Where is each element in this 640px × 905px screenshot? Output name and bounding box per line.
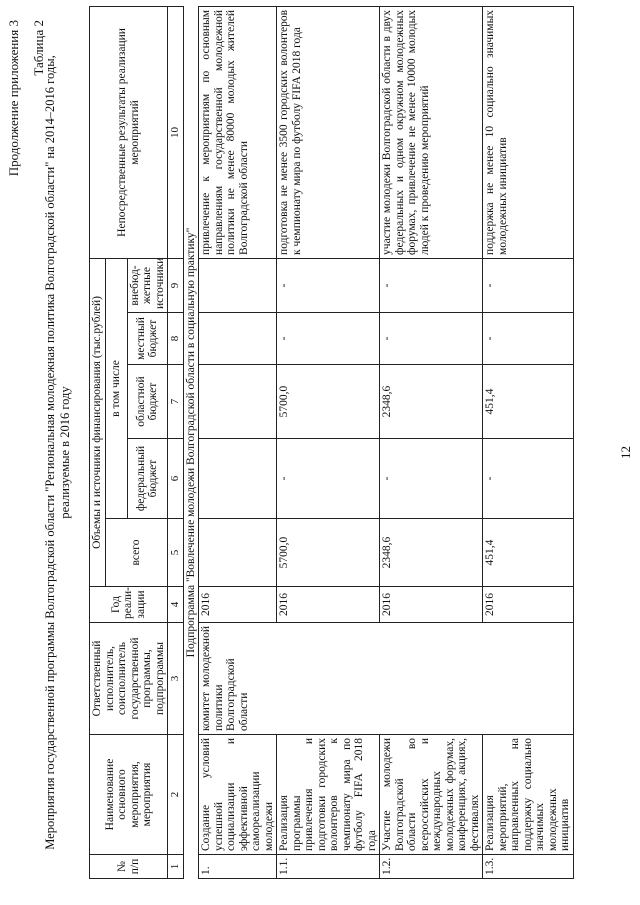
column-number: 6 xyxy=(168,439,184,519)
table-row xyxy=(277,6,380,878)
column-number: 4 xyxy=(168,587,184,623)
row-offbudget xyxy=(199,258,277,312)
row-federal xyxy=(199,439,277,519)
header-total: всего xyxy=(105,519,168,587)
row-name: Создание условий успешной социализации и эффективной самореализации молодежи xyxy=(199,735,277,855)
row-executor: комитет молодежной политики Волгоградской области xyxy=(199,623,574,735)
column-number: 1 xyxy=(168,855,184,879)
header-funding: Объемы и источники финансирования (тыс.рублей) xyxy=(90,258,106,586)
row-regional: 5700,0 xyxy=(277,365,380,439)
row-regional: 2348,6 xyxy=(380,365,483,439)
table-row xyxy=(483,6,574,878)
row-total: 2348,6 xyxy=(380,519,483,587)
header-offbudget: внебюд-жетные источники xyxy=(127,258,168,312)
header-year: Год реали-зации xyxy=(90,587,168,623)
row-result: привлечение к мероприятиям по основным направлениям государственной молодежной политики не менее 80000 молодых жителей Волгоградской области xyxy=(199,6,277,258)
row-year: 2016 xyxy=(483,587,574,623)
row-num: 1.1. xyxy=(277,855,380,879)
row-total: 451,4 xyxy=(483,519,574,587)
row-name: Участие молодежи Волгоградской области во всероссийских и международных молодежных форумах, конференциях, акциях, фестивалях xyxy=(380,735,483,855)
row-year: 2016 xyxy=(199,587,277,623)
header-federal: федеральный бюджет xyxy=(127,439,168,519)
document-title: Мероприятия государственной программы Волгоградской области "Региональная молодежная политика Волгоградской области" на 2014–2016 годы, реализуемые в 2016 году xyxy=(43,55,72,850)
column-number: 2 xyxy=(168,735,184,855)
row-local: - xyxy=(277,313,380,365)
row-regional xyxy=(199,365,277,439)
row-result: подготовка не менее 3500 городских волонтеров к чемпионату мира по футболу FIFA 2018 года xyxy=(277,6,380,258)
column-number: 8 xyxy=(168,313,184,365)
row-local xyxy=(199,313,277,365)
appendix-label: Продолжение приложения 3 xyxy=(6,20,21,177)
row-result: поддержка не менее 10 социально значимых молодежных инициатив xyxy=(483,6,574,258)
header-results: Непосредственные результаты реализации мероприятий xyxy=(90,6,168,258)
row-num: 1. xyxy=(199,855,277,879)
table-label: Таблица 2 xyxy=(31,20,46,76)
row-total: 5700,0 xyxy=(277,519,380,587)
column-number: 9 xyxy=(168,258,184,312)
row-federal: - xyxy=(380,439,483,519)
column-number: 7 xyxy=(168,365,184,439)
table-row xyxy=(380,6,483,878)
row-local: - xyxy=(380,313,483,365)
header-local: местный бюджет xyxy=(127,313,168,365)
row-federal: - xyxy=(483,439,574,519)
page-number: 12 xyxy=(618,446,633,459)
subprogram-title: Подпрограмма "Вовлечение молодежи Волгоградской области в социальную практику" xyxy=(184,227,197,658)
row-regional: 451,4 xyxy=(483,365,574,439)
column-number: 5 xyxy=(168,519,184,587)
row-name: Реализация программы привлечения и подготовки городских волонтеров к чемпионату мира по футболу FIFA 2018 года xyxy=(277,735,380,855)
header-executor: Ответственный исполнитель, соисполнитель государственной программы, подпрограммы xyxy=(90,623,168,735)
column-number: 3 xyxy=(168,623,184,735)
header-regional: областной бюджет xyxy=(127,365,168,439)
row-federal: - xyxy=(277,439,380,519)
row-offbudget: - xyxy=(277,258,380,312)
row-year: 2016 xyxy=(277,587,380,623)
header-name: Наименование основного мероприятия, мероприятия xyxy=(90,735,168,855)
row-num: 1.3. xyxy=(483,855,574,879)
row-offbudget: - xyxy=(380,258,483,312)
row-local: - xyxy=(483,313,574,365)
row-year: 2016 xyxy=(380,587,483,623)
header-including: в том числе xyxy=(105,258,127,518)
table-row xyxy=(199,6,277,878)
measures-table xyxy=(89,6,574,879)
header-num: № п/п xyxy=(90,855,168,879)
row-num: 1.2. xyxy=(380,855,483,879)
row-result: участие молодежи Волгоградской области в двух федеральных и одном окружном молодежных форумах, привлечение не менее 10000 молодых людей к проведению мероприятий xyxy=(380,6,483,258)
row-total xyxy=(199,519,277,587)
row-offbudget: - xyxy=(483,258,574,312)
row-name: Реализация мероприятий, направленных на поддержку социально значимых молодежных инициатив xyxy=(483,735,574,855)
column-number: 10 xyxy=(168,6,184,258)
